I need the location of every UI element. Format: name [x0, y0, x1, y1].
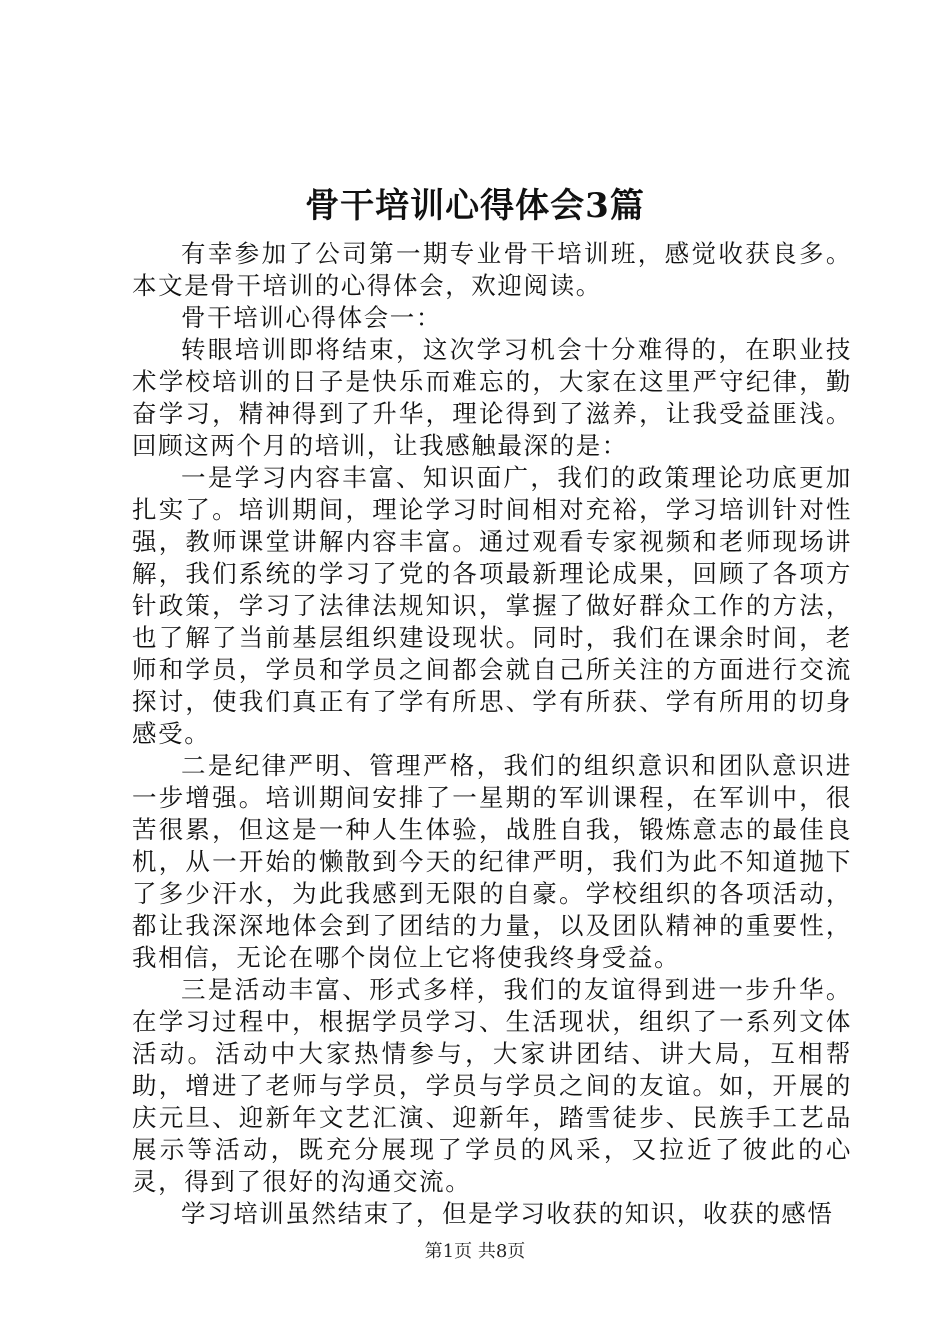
- paragraph: 一是学习内容丰富、知识面广，我们的政策理论功底更加扎实了。培训期间，理论学习时间相对充裕，学习培训针对性强，教师课堂讲解内容丰富。通过观看专家视频和老师现场讲解，我们系统的学习了党的各项最新理论成果，回顾了各项方针政策，学习了法律法规知识，掌握了做好群众工作的方法，也了解了当前基层组织建设现状。同时，我们在课余时间，老师和学员，学员和学员之间都会就自己所关注的方面进行交流探讨，使我们真正有了学有所思、学有所获、学有所用的切身感受。: [132, 463, 852, 748]
- paragraph: 三是活动丰富、形式多样，我们的友谊得到进一步升华。在学习过程中，根据学员学习、生活现状，组织了一系列文体活动。活动中大家热情参与，大家讲团结、讲大局，互相帮助，增进了老师与学员，学员与学员之间的友谊。如，开展的庆元旦、迎新年文艺汇演、迎新年，踏雪徒步、民族手工艺品展示等活动，既充分展现了学员的风采，又拉近了彼此的心灵，得到了很好的沟通交流。: [132, 975, 852, 1196]
- paragraph: 二是纪律严明、管理严格，我们的组织意识和团队意识进一步增强。培训期间安排了一星期的军训课程，在军训中，很苦很累，但这是一种人生体验，战胜自我，锻炼意志的最佳良机，从一开始的懒散到今天的纪律严明，我们为此不知道抛下了多少汗水，为此我感到无限的自豪。学校组织的各项活动，都让我深深地体会到了团结的力量，以及团队精神的重要性，我相信，无论在哪个岗位上它将使我终身受益。: [132, 751, 852, 972]
- document-title: 骨干培训心得体会3篇: [305, 186, 645, 226]
- paragraph: 骨干培训心得体会一：: [181, 303, 442, 332]
- paragraph: 有幸参加了公司第一期专业骨干培训班，感觉收获良多。本文是骨干培训的心得体会，欢迎阅读。: [132, 239, 852, 300]
- paragraph: 学习培训虽然结束了，但是学习收获的知识，收获的感悟: [181, 1199, 834, 1228]
- paragraph: 转眼培训即将结束，这次学习机会十分难得的，在职业技术学校培训的日子是快乐而难忘的，大家在这里严守纪律，勤奋学习，精神得到了升华，理论得到了滋养，让我受益匪浅。回顾这两个月的培训，让我感触最深的是：: [132, 335, 852, 460]
- page-number-footer: 第1页 共8页: [424, 1241, 526, 1262]
- document-body: [132, 238, 852, 1230]
